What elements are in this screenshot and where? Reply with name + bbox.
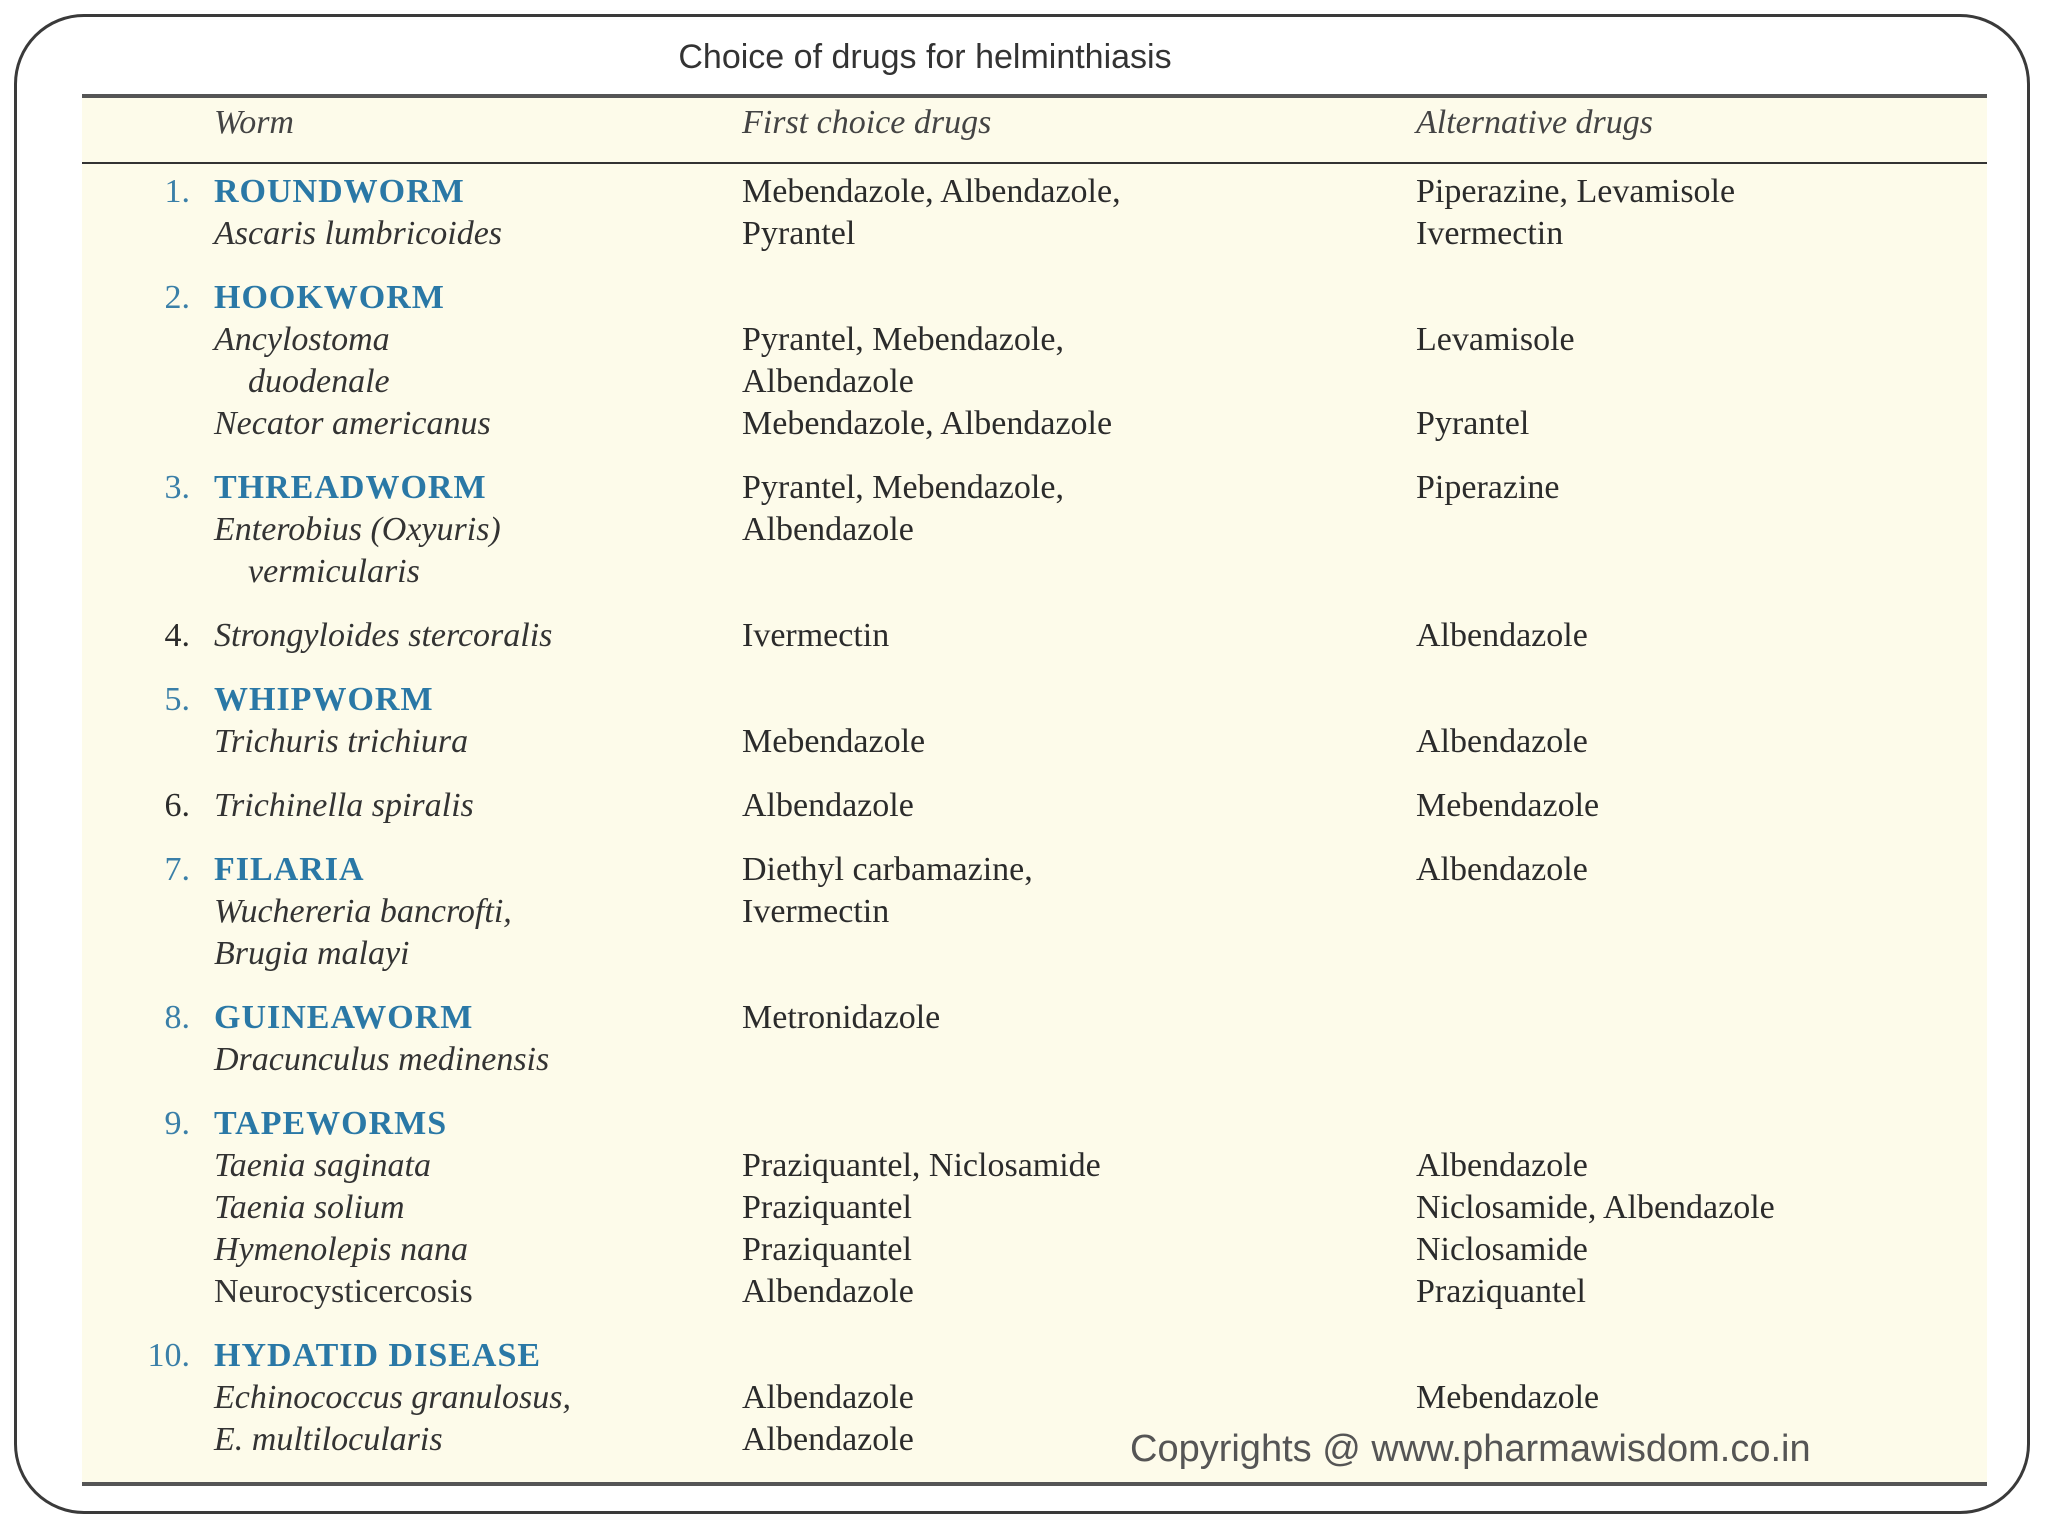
first-choice-drug: Praziquantel — [742, 1189, 912, 1226]
bottom-rule — [82, 1482, 1987, 1486]
first-choice-drug: Metronidazole — [742, 999, 941, 1036]
first-choice-drug: Mebendazole, Albendazole, — [742, 173, 1121, 210]
species-name: Neurocysticercosis — [214, 1273, 473, 1310]
species-name: E. multilocularis — [214, 1421, 443, 1458]
species-name: Hymenolepis nana — [214, 1231, 469, 1268]
header-first-choice: First choice drugs — [742, 104, 992, 141]
first-choice-drug: Pyrantel, Mebendazole, — [742, 469, 1064, 506]
species-name: Taenia solium — [214, 1189, 405, 1226]
alternative-drug: Albendazole — [1416, 723, 1588, 760]
alternative-drug: Mebendazole — [1416, 1379, 1600, 1416]
row-number: 7. — [164, 851, 190, 888]
first-choice-drug: Albendazole — [742, 787, 914, 824]
species-name: Dracunculus medinensis — [214, 1041, 550, 1078]
alternative-drug: Niclosamide, Albendazole — [1416, 1189, 1775, 1226]
first-choice-drug: Albendazole — [742, 363, 914, 400]
worm-group-title: HYDATID DISEASE — [214, 1337, 542, 1374]
first-choice-drug: Albendazole — [742, 511, 914, 548]
worm-group-title: FILARIA — [214, 851, 365, 888]
alternative-drug: Praziquantel — [1416, 1273, 1586, 1310]
species-name: duodenale — [248, 363, 390, 400]
row-number: 4. — [164, 617, 190, 654]
species-name: Brugia malayi — [214, 935, 410, 972]
species-name: Trichinella spiralis — [214, 787, 474, 824]
species-name: Necator americanus — [214, 405, 491, 442]
species-name: Ascaris lumbricoides — [214, 215, 503, 252]
worm-group-title: TAPEWORMS — [214, 1105, 448, 1142]
first-choice-drug: Albendazole — [742, 1273, 914, 1310]
first-choice-drug: Pyrantel, Mebendazole, — [742, 321, 1064, 358]
alternative-drug: Piperazine, Levamisole — [1416, 173, 1736, 210]
species-name: Enterobius (Oxyuris) — [214, 511, 501, 548]
top-rule — [82, 94, 1987, 98]
worm-group-title: WHIPWORM — [214, 681, 434, 718]
species-name: Ancylostoma — [214, 321, 390, 358]
row-number: 6. — [164, 787, 190, 824]
species-name: Trichuris trichiura — [214, 723, 469, 760]
first-choice-drug: Praziquantel — [742, 1231, 912, 1268]
first-choice-drug: Ivermectin — [742, 617, 890, 654]
first-choice-drug: Albendazole — [742, 1379, 914, 1416]
species-name: Echinococcus granulosus, — [214, 1379, 571, 1416]
row-number: 3. — [164, 469, 190, 506]
worm-group-title: GUINEAWORM — [214, 999, 474, 1036]
first-choice-drug: Pyrantel — [742, 215, 856, 252]
alternative-drug: Albendazole — [1416, 851, 1588, 888]
species-name: Strongyloides stercoralis — [214, 617, 553, 654]
alternative-drug: Niclosamide — [1416, 1231, 1588, 1268]
alternative-drug: Albendazole — [1416, 617, 1588, 654]
worm-group-title: ROUNDWORM — [214, 173, 465, 210]
alternative-drug: Albendazole — [1416, 1147, 1588, 1184]
worm-group-title: HOOKWORM — [214, 279, 445, 316]
row-number: 5. — [164, 681, 190, 718]
header-alternative: Alternative drugs — [1416, 104, 1654, 141]
alternative-drug: Levamisole — [1416, 321, 1575, 358]
species-name: vermicularis — [248, 553, 420, 590]
first-choice-drug: Mebendazole, Albendazole — [742, 405, 1113, 442]
worm-group-title: THREADWORM — [214, 469, 487, 506]
first-choice-drug: Praziquantel, Niclosamide — [742, 1147, 1101, 1184]
header-rule — [82, 162, 1987, 164]
row-number: 1. — [164, 173, 190, 210]
row-number: 10. — [147, 1337, 190, 1374]
header-worm: Worm — [214, 104, 294, 141]
alternative-drug: Piperazine — [1416, 469, 1560, 506]
copyright-notice: Copyrights @ www.pharmawisdom.co.in — [1130, 1428, 1811, 1470]
alternative-drug: Ivermectin — [1416, 215, 1564, 252]
row-number: 8. — [164, 999, 190, 1036]
row-number: 9. — [164, 1105, 190, 1142]
species-name: Wuchereria bancrofti, — [214, 893, 512, 930]
first-choice-drug: Ivermectin — [742, 893, 890, 930]
row-number: 2. — [164, 279, 190, 316]
alternative-drug: Pyrantel — [1416, 405, 1530, 442]
species-name: Taenia saginata — [214, 1147, 431, 1184]
first-choice-drug: Albendazole — [742, 1421, 914, 1458]
alternative-drug: Mebendazole — [1416, 787, 1600, 824]
first-choice-drug: Diethyl carbamazine, — [742, 851, 1033, 888]
first-choice-drug: Mebendazole — [742, 723, 926, 760]
table-title: Choice of drugs for helminthiasis — [678, 38, 1172, 76]
